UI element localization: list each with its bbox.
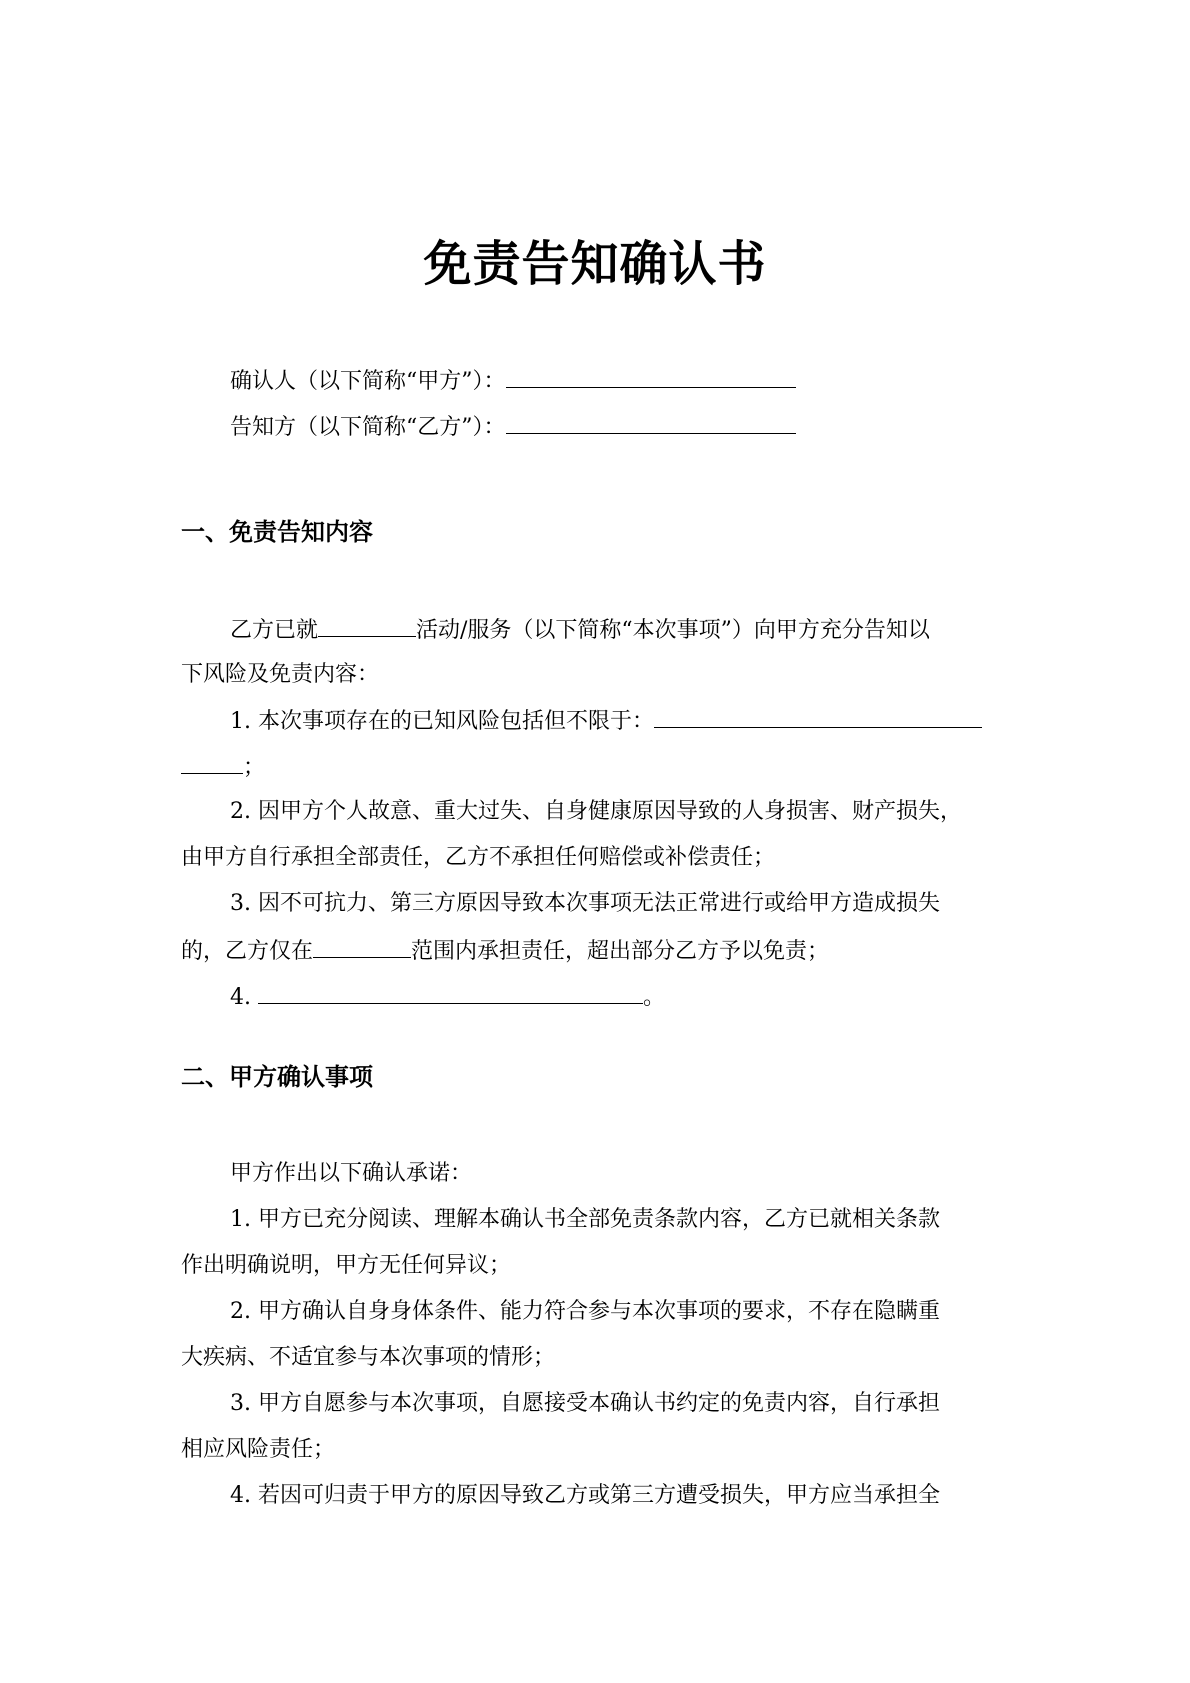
other-terms-blank[interactable] (258, 981, 643, 1004)
section2-item2-line2: 大疾病、不适宜参与本次事项的情形； (181, 1345, 556, 1370)
document-title: 免责告知确认书 (423, 236, 767, 292)
section1-intro-line1 (230, 614, 930, 646)
section2-heading: 二、甲方确认事项 (181, 1063, 373, 1091)
section1-item3-text-b: 范围内承担责任，超出部分乙方予以免责； (411, 939, 830, 964)
confirmer-label: 确认人（以下简称“甲方”）： (230, 369, 506, 394)
section1-item3-line1: 3. 因不可抗力、第三方原因导致本次事项无法正常进行或给甲方造成损失 (230, 891, 940, 916)
section1-item3-text-a: 的，乙方仅在 (181, 939, 314, 964)
known-risks-blank[interactable] (654, 705, 982, 728)
notifier-line (230, 411, 796, 443)
notifier-blank[interactable] (506, 411, 796, 434)
section2-item3-line1: 3. 甲方自愿参与本次事项，自愿接受本确认书约定的免责内容，自行承担 (230, 1391, 940, 1416)
section1-item2-line2: 由甲方自行承担全部责任，乙方不承担任何赔偿或补偿责任； (181, 845, 776, 870)
section2-item3-line2: 相应风险责任； (181, 1437, 336, 1462)
section2-intro: 甲方作出以下确认承诺： (230, 1161, 473, 1186)
section1-item1-line1 (230, 705, 982, 737)
known-risks-blank-continued[interactable] (181, 751, 243, 774)
notifier-label: 告知方（以下简称“乙方”）： (230, 415, 506, 440)
section2-item1-line1: 1. 甲方已充分阅读、理解本确认书全部免责条款内容，乙方已就相关条款 (230, 1207, 940, 1232)
section2-item4-line1: 4. 若因可归责于甲方的原因导致乙方或第三方遭受损失，甲方应当承担全 (230, 1483, 940, 1508)
section1-item4-prefix: 4. (230, 985, 258, 1010)
section1-item3-line2 (181, 935, 829, 967)
section1-intro-text-a: 乙方已就 (230, 618, 319, 643)
confirmer-line (230, 365, 796, 397)
section1-item4-end: 。 (642, 985, 665, 1010)
confirmer-blank[interactable] (506, 365, 796, 388)
section1-item4-line (230, 981, 665, 1013)
section1-intro-text-b: 活动/服务（以下简称“本次事项”）向甲方充分告知以 (416, 618, 930, 643)
section2-item1-line2: 作出明确说明，甲方无任何异议； (181, 1253, 512, 1278)
activity-blank[interactable] (318, 614, 416, 637)
liability-scope-blank[interactable] (313, 935, 411, 958)
section1-heading: 一、免责告知内容 (181, 518, 373, 546)
section1-item2-line1: 2. 因甲方个人故意、重大过失、自身健康原因导致的人身损害、财产损失， (230, 799, 962, 824)
section1-item1-line2 (181, 751, 265, 783)
section2-item2-line1: 2. 甲方确认自身身体条件、能力符合参与本次事项的要求，不存在隐瞒重 (230, 1299, 940, 1324)
section1-intro-line2: 下风险及免责内容： (181, 662, 380, 687)
section1-item1-end: ； (243, 755, 266, 780)
section1-item1-text: 1. 本次事项存在的已知风险包括但不限于： (230, 709, 654, 734)
